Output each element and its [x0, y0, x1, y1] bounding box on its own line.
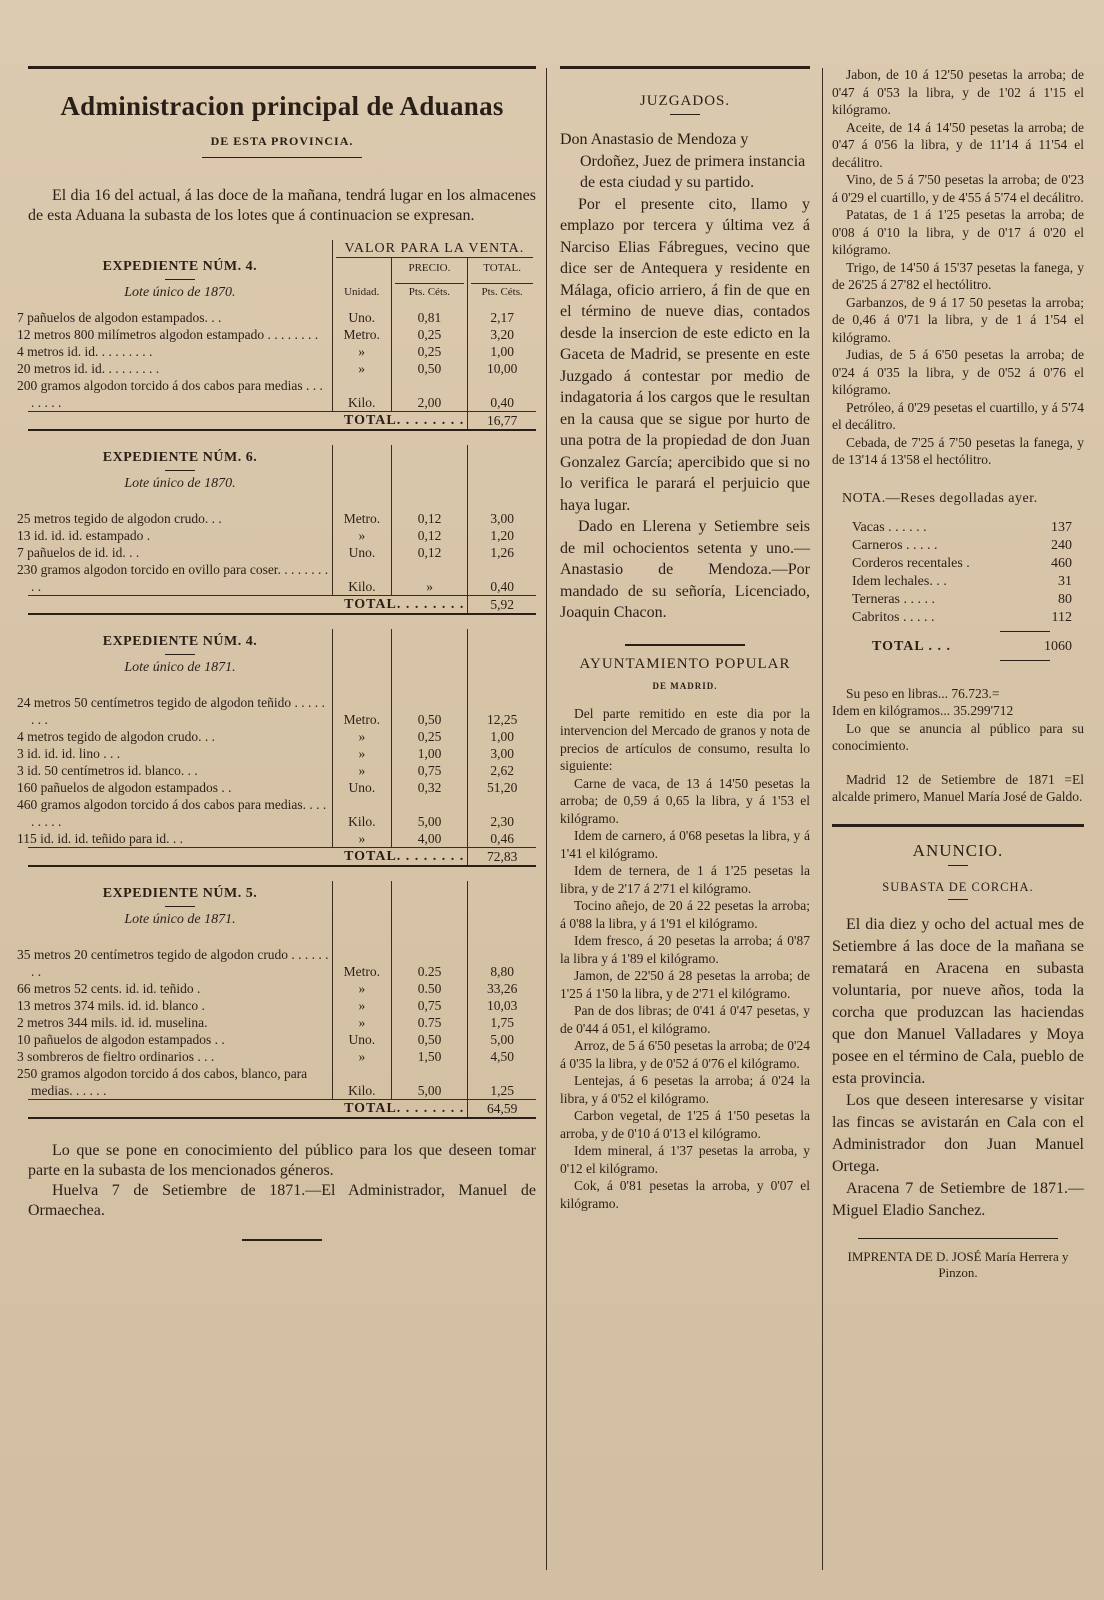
table-row	[28, 326, 536, 343]
anuncio-signature: Aracena 7 de Setiembre de 1871.—Miguel Eladio Sanchez.	[832, 1179, 1084, 1219]
column-divider	[546, 68, 547, 1570]
total-value: 72,83	[468, 848, 536, 866]
item-total: 10,00	[468, 360, 536, 377]
table-row	[28, 779, 536, 796]
livestock-list	[832, 519, 1084, 627]
total-row	[28, 596, 536, 614]
edict-dated: Dado en Llerena y Setiembre seis de mil ochocientos setenta y uno.—Anastasio de Mendoza.—Por mandado de su señoría, Licenciado, Joaquin Chacon.	[560, 518, 810, 621]
price-list	[560, 705, 810, 1213]
item-total: 3,00	[468, 510, 536, 527]
item-unit: »	[332, 980, 391, 997]
livestock-name: Cabritos . . . . .	[852, 609, 935, 625]
item-description: 35 metros 20 centímetros tegido de algodon crudo . . . . . . . .	[17, 947, 329, 979]
item-total: 5,00	[468, 1031, 536, 1048]
item-price: 0,75	[391, 762, 468, 779]
table-row	[28, 377, 536, 412]
table-row	[28, 694, 536, 728]
livestock-name: Vacas . . . . . .	[852, 519, 927, 535]
total-label: TOTAL. . . . . . . .	[28, 412, 468, 430]
expediente-table	[17, 240, 536, 429]
list-item	[832, 609, 1084, 627]
price-list-continued	[832, 66, 1084, 469]
table-rule	[28, 429, 536, 431]
livestock-count: 240	[1051, 537, 1072, 553]
price-paragraph: Vino, de 5 á 7'50 pesetas la arroba; de 0'23 á 0'29 el cuartillo, y de 4'55 á 5'74 el decálitro.	[832, 172, 1084, 205]
list-item	[832, 555, 1084, 573]
right-column	[832, 66, 1084, 1281]
total-row	[28, 412, 536, 430]
item-price: 0,12	[391, 510, 468, 527]
item-price: 2,00	[391, 377, 468, 412]
price-paragraph: Del parte remitido en este dia por la intervencion del Mercado de granos y nota de precios de artículos de consumo, resulta lo siguiente:	[560, 705, 810, 773]
item-description: 12 metros 800 milímetros algodon estampado . . . . . . . .	[17, 327, 319, 342]
item-unit: Kilo.	[332, 796, 391, 830]
table-row	[28, 745, 536, 762]
item-unit: »	[332, 830, 391, 848]
item-total: 51,20	[468, 779, 536, 796]
item-unit: Metro.	[332, 946, 391, 980]
anuncio-contact: Los que deseen interesarse y visitar las fincas se avistarán en Cala con el Administrador don Juan Manuel Ortega.	[832, 1091, 1084, 1175]
item-price: 0,75	[391, 997, 468, 1014]
sum-rule	[1000, 631, 1050, 632]
item-description: 200 gramos algodon torcido á dos cabos para medias . . . . . . . .	[17, 378, 323, 410]
table-rule	[28, 1117, 536, 1119]
item-unit: Kilo.	[332, 561, 391, 596]
item-description: 460 gramos algodon torcido á dos cabos para medias. . . . . . . . .	[17, 797, 327, 829]
table-row	[28, 796, 536, 830]
item-description: 24 metros 50 centímetros tegido de algodon teñido . . . . . . . .	[17, 695, 325, 727]
item-total: 3,20	[468, 326, 536, 343]
expediente-title: EXPEDIENTE NÚM. 6.	[102, 450, 258, 465]
item-description: 7 pañuelos de algodon estampados. . .	[17, 310, 222, 325]
item-price: 4,00	[391, 830, 468, 848]
total-value: 64,59	[468, 1100, 536, 1118]
price-paragraph: Tocino añejo, de 20 á 22 pesetas la arroba; á 0'88 la libra, y á 1'91 el kilógramo.	[560, 898, 810, 931]
item-total: 10,03	[468, 997, 536, 1014]
weight-pounds: Su peso en libras... 76.723.=	[846, 685, 1000, 701]
table-row	[28, 980, 536, 997]
list-item	[832, 519, 1084, 537]
item-unit: Metro.	[332, 694, 391, 728]
customs-intro: El dia 16 del actual, á las doce de la mañana, tendrá lugar en los almacenes de esta Aduana la subasta de los lotes que á continuacion se expresan.	[28, 187, 536, 224]
item-unit: Uno.	[332, 779, 391, 796]
price-paragraph: Idem fresco, á 20 pesetas la arroba; á 0'87 la libra y á 1'89 el kilógramo.	[560, 933, 810, 966]
price-paragraph: Judias, de 5 á 6'50 pesetas la arroba; de 0'24 á 0'35 la libra, y de 0'52 á 0'76 el kilógramo.	[832, 347, 1084, 397]
total-value: 1060	[1044, 638, 1072, 654]
price-paragraph: Trigo, de 14'50 á 15'37 pesetas la fanega, y de 26'25 á 27'82 el hectólitro.	[832, 259, 1084, 292]
item-price: 0,32	[391, 779, 468, 796]
customs-title: Administracion principal de Aduanas	[60, 91, 504, 121]
total-row	[28, 1100, 536, 1118]
nota: NOTA.—Reses degolladas ayer.	[842, 490, 1038, 506]
item-total: 0,40	[468, 377, 536, 412]
divider	[165, 654, 195, 655]
table-row	[28, 544, 536, 561]
livestock-name: Idem lechales. . .	[852, 573, 947, 589]
item-total: 3,00	[468, 745, 536, 762]
col-precio: PRECIO.	[408, 262, 451, 274]
item-price: 0,50	[391, 694, 468, 728]
item-price: 0,25	[391, 326, 468, 343]
total-label: TOTAL . . .	[872, 638, 951, 654]
col-pts: Pts. Céts.	[395, 283, 465, 301]
lote-label: Lote único de 1870.	[124, 476, 236, 491]
total-label: TOTAL. . . . . . . .	[28, 1100, 468, 1118]
table-row	[28, 343, 536, 360]
item-description: 4 metros tegido de algodon crudo. . .	[17, 729, 215, 744]
livestock-count: 31	[1058, 573, 1072, 589]
item-total: 1,25	[468, 1065, 536, 1100]
divider	[670, 114, 700, 115]
item-total: 12,25	[468, 694, 536, 728]
item-description: 7 pañuelos de id. id. . .	[17, 545, 140, 560]
item-description: 3 id. 50 centímetros id. blanco. . .	[17, 763, 198, 778]
item-unit: Uno.	[332, 1031, 391, 1048]
list-item	[832, 573, 1084, 591]
total-value: 5,92	[468, 596, 536, 614]
item-unit: Metro.	[332, 510, 391, 527]
item-price: 0.25	[391, 946, 468, 980]
anuncio-body: El dia diez y ocho del actual mes de Setiembre á las doce de la mañana se rematará en Aracena en subasta voluntaria, por nueve años, toda la corcha que produzcan las haciendas que don Manuel Valladares y Moya posee en el término de Cala, pueblo de esta provincia.	[832, 915, 1084, 1087]
divider	[165, 906, 195, 907]
price-paragraph: Petróleo, á 0'29 pesetas el cuartillo, y á 5'74 el decálitro.	[832, 399, 1084, 432]
livestock-count: 137	[1051, 519, 1072, 535]
customs-subtitle: DE ESTA PROVINCIA.	[210, 134, 354, 148]
total-row	[28, 848, 536, 866]
expediente-table	[17, 629, 536, 865]
item-description: 250 gramos algodon torcido á dos cabos, blanco, para medias. . . . . .	[17, 1066, 308, 1098]
item-price: 0,12	[391, 544, 468, 561]
item-unit: »	[332, 360, 391, 377]
item-price: 0,50	[391, 360, 468, 377]
expediente-title: EXPEDIENTE NÚM. 4.	[102, 259, 258, 274]
item-description: 13 metros 374 mils. id. id. blanco .	[17, 998, 205, 1013]
item-total: 1,00	[468, 343, 536, 360]
imprint: IMPRENTA DE D. JOSÉ María Herrera y Pinzon.	[847, 1248, 1069, 1280]
col-pts: Pts. Céts.	[471, 283, 533, 301]
anuncio-title: ANUNCIO.	[912, 840, 1004, 860]
price-paragraph: Cok, á 0'81 pesetas la arroba, y 0'07 el kilógramo.	[560, 1178, 810, 1211]
edict-text: Por el presente cito, llamo y emplazo por tercera y última vez á Narciso Elias Fábregues, vecino que dice ser de Antequera y residente en Málaga, oficio arriero, á fin de que en el término de nueve dias, contados desde la insercion de este edicto en la Gaceta de Madrid, se presente en este Juzgado á contestar por medio de indagatoria á los cargos que le resultan en la causa que se sigue por hurto de una potra de la propiedad de don Juan Gonzalez García; apercibido que si no lo verifica le parará el perjuicio que haya lugar.	[560, 195, 810, 514]
item-unit: »	[332, 343, 391, 360]
expediente-block	[17, 240, 536, 431]
item-total: 1,75	[468, 1014, 536, 1031]
item-unit: »	[332, 1014, 391, 1031]
expedientes	[17, 240, 536, 1119]
item-unit: Metro.	[332, 326, 391, 343]
customs-closing: Lo que se pone en conocimiento del público para los que deseen tomar parte en la subasta de los mencionados géneros.	[28, 1142, 536, 1179]
item-price: 5,00	[391, 796, 468, 830]
customs-signature: Huelva 7 de Setiembre de 1871.—El Administrador, Manuel de Ormaechea.	[28, 1182, 536, 1219]
divider	[202, 157, 362, 158]
item-description: 3 id. id. id. lino . . .	[17, 746, 121, 761]
table-row	[28, 728, 536, 745]
table-row	[28, 1065, 536, 1100]
table-row	[28, 309, 536, 326]
item-price: 0.75	[391, 1014, 468, 1031]
item-price: 1,50	[391, 1048, 468, 1065]
table-row	[28, 527, 536, 544]
item-price: 0,50	[391, 1031, 468, 1048]
judge-name: Don Anastasio de Mendoza y Ordoñez, Juez de primera instancia de esta ciudad y su partido.	[560, 131, 806, 191]
price-paragraph: Arroz, de 5 á 6'50 pesetas la arroba; de 0'24 á 0'35 la libra, y de 0'52 á 0'76 el kilógramo.	[560, 1038, 810, 1071]
total-value: 16,77	[468, 412, 536, 430]
item-price: 5,00	[391, 1065, 468, 1100]
announce-note: Lo que se anuncia al público para su conocimiento.	[832, 720, 1084, 753]
item-total: 4,50	[468, 1048, 536, 1065]
item-total: 0,40	[468, 561, 536, 596]
divider	[948, 899, 968, 900]
col-unidad: Unidad.	[332, 258, 391, 301]
table-row	[28, 1048, 536, 1065]
table-row	[28, 510, 536, 527]
total-label: TOTAL. . . . . . . .	[28, 596, 468, 614]
price-paragraph: Jamon, de 22'50 á 28 pesetas la arroba; de 1'25 á 1'50 la libra, y de 2'71 el kilógramo.	[560, 968, 810, 1001]
expediente-block	[17, 629, 536, 867]
table-row	[28, 762, 536, 779]
price-paragraph: Cebada, de 7'25 á 7'50 pesetas la fanega, y de 13'14 á 13'58 el hectólitro.	[832, 434, 1084, 467]
price-paragraph: Lentejas, á 6 pesetas la arroba; á 0'24 la libra, y á 0'52 el kilógramo.	[560, 1073, 810, 1106]
divider	[832, 824, 1084, 827]
weight-kilos: Idem en kilógramos... 35.299'712	[832, 703, 1014, 718]
item-description: 10 pañuelos de algodon estampados . .	[17, 1032, 225, 1047]
total-label: TOTAL. . . . . . . .	[28, 848, 468, 866]
item-unit: »	[332, 762, 391, 779]
item-unit: »	[332, 728, 391, 745]
item-description: 66 metros 52 cents. id. id. teñido .	[17, 981, 201, 996]
price-paragraph: Idem mineral, á 1'37 pesetas la arroba, y 0'12 el kilógramo.	[560, 1143, 810, 1176]
item-description: 4 metros id. id. . . . . . . . .	[17, 344, 153, 359]
item-description: 3 sombreros de fieltro ordinarios . . .	[17, 1049, 215, 1064]
item-total: 1,00	[468, 728, 536, 745]
table-row	[28, 561, 536, 596]
price-paragraph: Garbanzos, de 9 á 17 50 pesetas la arroba; de 0,46 á 0'71 la libra, y de 1 á 1'54 el kilógramo.	[832, 294, 1084, 345]
table-row	[28, 1031, 536, 1048]
livestock-name: Terneras . . . . .	[852, 591, 935, 607]
item-unit: Uno.	[332, 309, 391, 326]
item-price: »	[391, 561, 468, 596]
livestock-name: Carneros . . . . .	[852, 537, 938, 553]
livestock-count: 112	[1051, 609, 1072, 625]
item-total: 8,80	[468, 946, 536, 980]
item-total: 2,62	[468, 762, 536, 779]
item-total: 1,26	[468, 544, 536, 561]
item-total: 1,20	[468, 527, 536, 544]
lote-label: Lote único de 1871.	[124, 912, 236, 927]
col-total: TOTAL.	[483, 262, 521, 274]
expediente-block	[17, 445, 536, 615]
item-description: 115 id. id. id. teñido para id. . .	[17, 831, 183, 846]
livestock-total	[832, 638, 1084, 656]
price-paragraph: Carbon vegetal, de 1'25 á 1'50 pesetas la arroba, y de 0'10 á 0'13 el kilógramo.	[560, 1108, 810, 1141]
item-description: 25 metros tegido de algodon crudo. . .	[17, 511, 222, 526]
sum-rule	[1000, 660, 1050, 661]
livestock-count: 460	[1051, 555, 1072, 571]
divider	[165, 470, 195, 471]
item-description: 20 metros id. id. . . . . . . . .	[17, 361, 160, 376]
table-row	[28, 1014, 536, 1031]
item-total: 2,17	[468, 309, 536, 326]
end-rule	[242, 1239, 322, 1241]
item-description: 13 id. id. id. estampado .	[17, 528, 151, 543]
item-price: 1,00	[391, 745, 468, 762]
price-paragraph: Carne de vaca, de 13 á 14'50 pesetas la arroba; de 0,59 á 0,65 la libra, y á 1'53 el kilógramo.	[560, 775, 810, 826]
lote-label: Lote único de 1870.	[124, 285, 236, 300]
divider	[858, 1238, 1058, 1239]
item-price: 0,25	[391, 728, 468, 745]
price-paragraph: Aceite, de 14 á 14'50 pesetas la arroba; de 0'47 á 0'56 la libra, y de 11'14 á 11'54 el decálitro.	[832, 119, 1084, 170]
price-paragraph: Idem de carnero, á 0'68 pesetas la libra, y á 1'41 el kilógramo.	[560, 828, 810, 861]
price-paragraph: Jabon, de 10 á 12'50 pesetas la arroba; de 0'47 á 0'53 la libra, y de 1'02 á 1'15 el kilógramo.	[832, 67, 1084, 117]
list-item	[832, 591, 1084, 609]
ayuntamiento-subtitle: DE MADRID.	[652, 680, 718, 691]
mayor-signature: Madrid 12 de Setiembre de 1871 =El alcalde primero, Manuel María José de Galdo.	[832, 771, 1084, 804]
expediente-title: EXPEDIENTE NÚM. 5.	[102, 886, 258, 901]
top-rule	[560, 66, 810, 69]
ayuntamiento-title: AYUNTAMIENTO POPULAR	[579, 655, 791, 672]
expediente-table	[17, 881, 536, 1117]
divider	[948, 865, 968, 866]
lote-label: Lote único de 1871.	[124, 660, 236, 675]
divider	[165, 279, 195, 280]
table-row	[28, 946, 536, 980]
table-row	[28, 830, 536, 848]
item-unit: Kilo.	[332, 377, 391, 412]
item-unit: Kilo.	[332, 1065, 391, 1100]
item-unit: »	[332, 745, 391, 762]
top-rule	[28, 66, 536, 69]
valor-header: VALOR PARA LA VENTA.	[336, 240, 533, 258]
item-unit: Uno.	[332, 544, 391, 561]
item-description: 230 gramos algodon torcido en ovillo para coser. . . . . . . . . .	[17, 562, 329, 594]
item-total: 0,46	[468, 830, 536, 848]
customs-column	[17, 60, 536, 1241]
middle-column	[560, 60, 810, 1212]
item-price: 0,25	[391, 343, 468, 360]
price-paragraph: Patatas, de 1 á 1'25 pesetas la arroba; de 0'08 á 0'10 la libra, y de 0'17 á 0'20 el kilógramo.	[832, 207, 1084, 257]
item-description: 2 metros 344 mils. id. id. muselina.	[17, 1015, 208, 1030]
item-unit: »	[332, 527, 391, 544]
livestock-count: 80	[1058, 591, 1072, 607]
divider	[625, 644, 745, 646]
item-price: 0.50	[391, 980, 468, 997]
table-row	[28, 360, 536, 377]
item-description: 160 pañuelos de algodon estampados . .	[17, 780, 232, 795]
anuncio-subtitle: SUBASTA DE CORCHA.	[882, 879, 1034, 894]
item-price: 0,81	[391, 309, 468, 326]
table-rule	[28, 865, 536, 867]
item-price: 0,12	[391, 527, 468, 544]
expediente-table	[17, 445, 536, 613]
table-row	[28, 997, 536, 1014]
expediente-block	[17, 881, 536, 1119]
expediente-title: EXPEDIENTE NÚM. 4.	[102, 634, 258, 649]
item-total: 33,26	[468, 980, 536, 997]
juzgados-title: JUZGADOS.	[639, 93, 731, 109]
list-item	[832, 537, 1084, 555]
price-paragraph: Idem de ternera, de 1 á 1'25 pesetas la libra, y de 2'17 á 2'71 el kilógramo.	[560, 863, 810, 896]
livestock-name: Corderos recentales .	[852, 555, 970, 571]
table-rule	[28, 613, 536, 615]
item-unit: »	[332, 997, 391, 1014]
price-paragraph: Pan de dos libras; de 0'41 á 0'47 pesetas, y de 0'44 á 051, el kilógramo.	[560, 1003, 810, 1036]
item-total: 2,30	[468, 796, 536, 830]
column-divider	[822, 68, 823, 1570]
item-unit: »	[332, 1048, 391, 1065]
